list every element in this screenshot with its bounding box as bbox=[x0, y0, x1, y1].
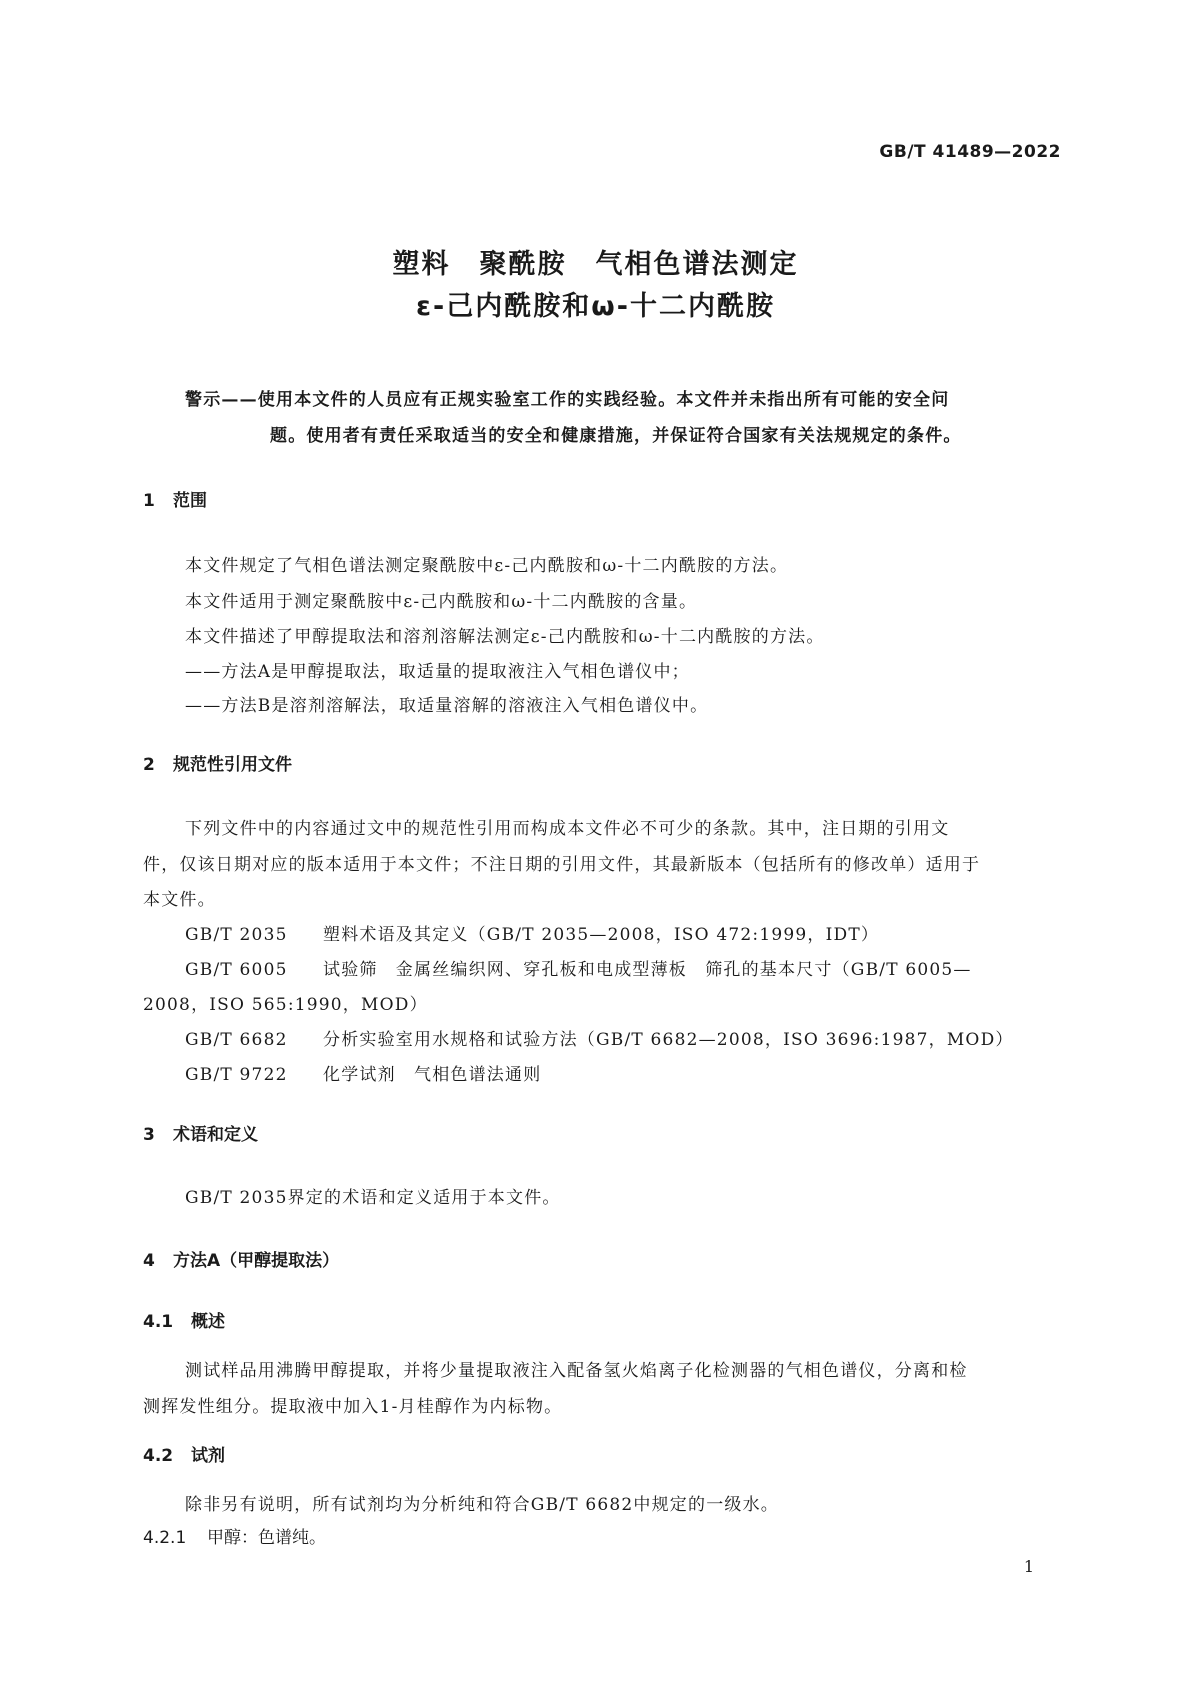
reference-text: 分析实验室用水规格和试验方法（GB/T 6682—2008，ISO 3696:1987，MOD） bbox=[323, 1030, 1014, 1050]
list-item: ——方法B是溶剂溶解法，取适量溶解的溶液注入气相色谱仪中。 bbox=[185, 696, 709, 716]
page-number: 1 bbox=[1023, 1557, 1034, 1576]
section-number: 1 bbox=[143, 491, 155, 511]
paragraph: 本文件规定了气相色谱法测定聚酰胺中ε-己内酰胺和ω-十二内酰胺的方法。 bbox=[185, 556, 789, 576]
section-title: 试剂 bbox=[191, 1446, 225, 1466]
warning-line1: 警示——使用本文件的人员应有正规实验室工作的实践经验。本文件并未指出所有可能的安全问 bbox=[185, 390, 950, 410]
paragraph: 测挥发性组分。提取液中加入1-月桂醇作为内标物。 bbox=[143, 1397, 563, 1417]
reference-code: GB/T 6005 bbox=[185, 960, 288, 980]
clause-text: 甲醇：色谱纯。 bbox=[207, 1528, 326, 1548]
paragraph: 下列文件中的内容通过文中的规范性引用而构成本文件必不可少的条款。其中，注日期的引用文 bbox=[185, 819, 950, 839]
section-2-heading bbox=[143, 750, 292, 775]
paragraph: 本文件。 bbox=[143, 890, 216, 910]
section-number: 4 bbox=[143, 1251, 155, 1271]
section-number: 2 bbox=[143, 755, 155, 775]
reference-entry bbox=[185, 920, 879, 945]
section-3-heading bbox=[143, 1120, 258, 1145]
reference-entry bbox=[185, 1060, 541, 1085]
section-4-heading bbox=[143, 1246, 339, 1271]
section-number: 3 bbox=[143, 1125, 155, 1145]
section-title: 术语和定义 bbox=[173, 1125, 258, 1145]
document-title-line2: ε-己内酰胺和ω-十二内酰胺 bbox=[416, 291, 775, 322]
reference-code: GB/T 2035 bbox=[185, 925, 288, 945]
paragraph: 本文件描述了甲醇提取法和溶剂溶解法测定ε-己内酰胺和ω-十二内酰胺的方法。 bbox=[185, 627, 825, 647]
reference-entry bbox=[185, 1025, 1014, 1050]
reference-text: 化学试剂 气相色谱法通则 bbox=[323, 1065, 542, 1085]
section-title: 规范性引用文件 bbox=[173, 755, 292, 775]
section-title: 范围 bbox=[173, 491, 207, 511]
reference-entry bbox=[185, 955, 972, 980]
section-1-heading bbox=[143, 486, 207, 511]
document-title-line1: 塑料 聚酰胺 气相色谱法测定 bbox=[392, 249, 799, 280]
section-title: 方法A（甲醇提取法） bbox=[173, 1251, 340, 1271]
reference-text: 塑料术语及其定义（GB/T 2035—2008，ISO 472:1999，IDT） bbox=[323, 925, 880, 945]
section-4-2-1 bbox=[143, 1523, 326, 1548]
reference-text: 试验筛 金属丝编织网、穿孔板和电成型薄板 筛孔的基本尺寸（GB/T 6005— bbox=[323, 960, 972, 980]
paragraph: GB/T 2035界定的术语和定义适用于本文件。 bbox=[185, 1188, 561, 1208]
warning-line2: 题。使用者有责任采取适当的安全和健康措施，并保证符合国家有关法规规定的条件。 bbox=[270, 426, 962, 446]
paragraph: 本文件适用于测定聚酰胺中ε-己内酰胺和ω-十二内酰胺的含量。 bbox=[185, 592, 698, 612]
paragraph: 件，仅该日期对应的版本适用于本文件；不注日期的引用文件，其最新版本（包括所有的修改单）适用于 bbox=[143, 855, 981, 875]
section-title: 概述 bbox=[191, 1312, 225, 1332]
section-number: 4.1 bbox=[143, 1312, 174, 1332]
standard-code: GB/T 41489—2022 bbox=[879, 142, 1061, 162]
list-item: ——方法A是甲醇提取法，取适量的提取液注入气相色谱仪中； bbox=[185, 662, 690, 682]
section-number: 4.2 bbox=[143, 1446, 174, 1466]
section-4-2-heading bbox=[143, 1441, 225, 1466]
reference-continuation: 2008，ISO 565:1990，MOD） bbox=[143, 995, 428, 1015]
section-4-1-heading bbox=[143, 1307, 225, 1332]
reference-code: GB/T 9722 bbox=[185, 1065, 288, 1085]
reference-code: GB/T 6682 bbox=[185, 1030, 288, 1050]
section-number: 4.2.1 bbox=[143, 1528, 187, 1548]
paragraph: 除非另有说明，所有试剂均为分析纯和符合GB/T 6682中规定的一级水。 bbox=[185, 1495, 780, 1515]
paragraph: 测试样品用沸腾甲醇提取，并将少量提取液注入配备氢火焰离子化检测器的气相色谱仪，分离和检 bbox=[185, 1361, 968, 1381]
